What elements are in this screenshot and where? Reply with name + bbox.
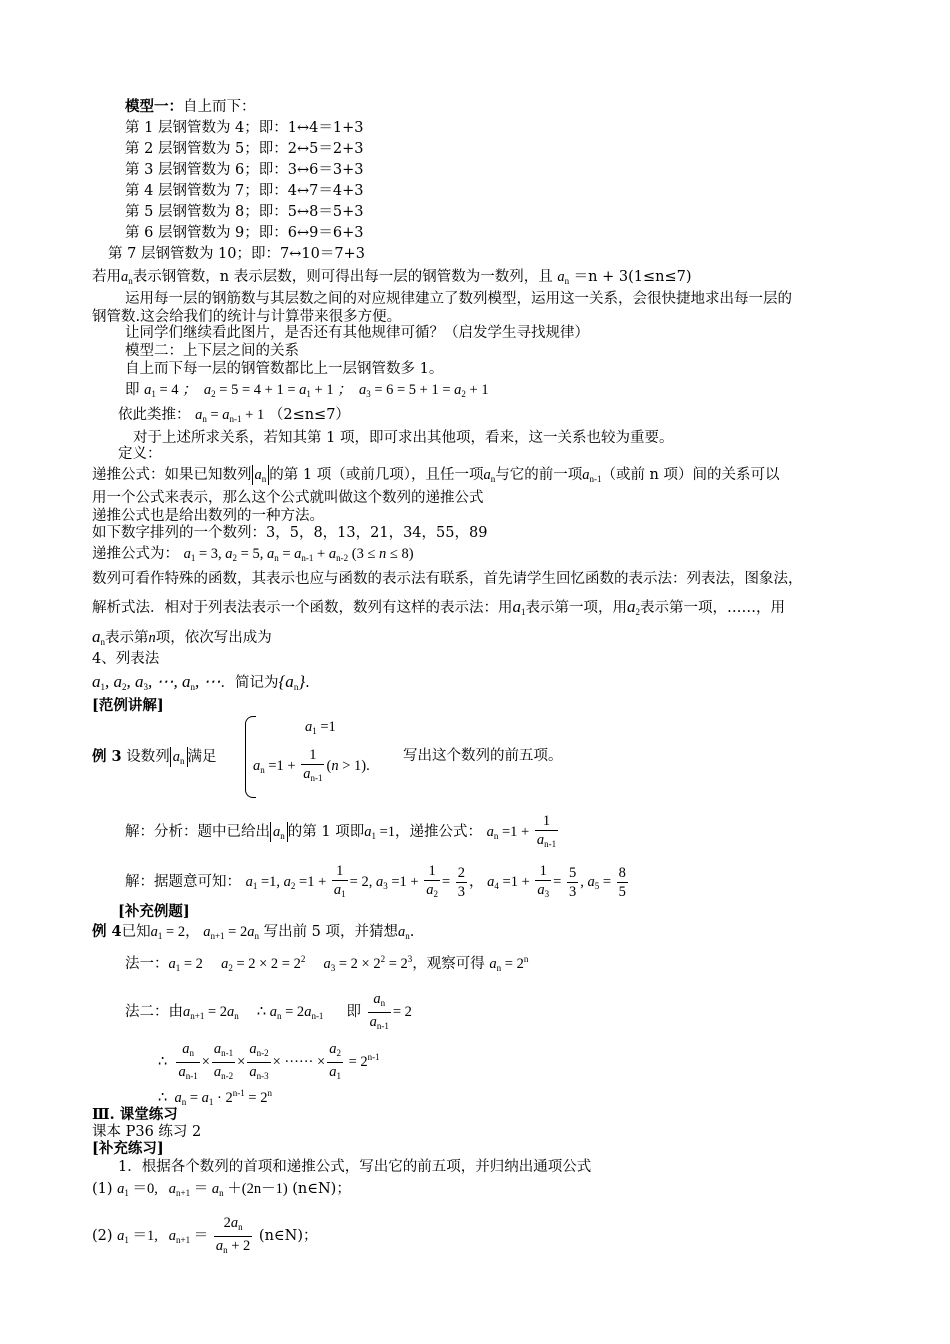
- model1-row: 第 6 层钢管数为 9；即：6↔9＝6+3: [125, 225, 364, 241]
- model1-heading: 模型一：自上而下：: [125, 98, 256, 115]
- practice-item: (2) $a_1 =1$, $a_{n+1}$ ＝ $\frac{2a_n}{a_n + 2}$ (n∈N)；: [92, 1214, 317, 1259]
- model1-row: 第 2 层钢管数为 5；即：2↔5＝2+3: [125, 141, 364, 157]
- definition-line: 递推公式也是给出数列的一种方法。: [92, 508, 324, 524]
- solution-steps: 解：据题意可知： $a_1 =1$, $a_2 =1$ + $\frac{1}{a_1}$ = 2, $a_3 =1$ + $\frac{1}{a_2}$ = $\frac{2}{3}$ ， $a_4 =1$ + $\frac{1}{a_3}$ = $\frac{5}{3}$ , $a_5$ = $\frac{8}{5}$: [125, 862, 630, 903]
- example3-text: 写出这个数列的前五项。: [403, 748, 563, 764]
- section-examples: [范例讲解]: [92, 697, 164, 714]
- definition-line: $a_n$表示第n项，依次写出成为: [92, 627, 272, 647]
- model2-formula-line: 依此类推： $a_n = a_{n-1} + 1$ （2≤n≤7）: [118, 407, 350, 424]
- model1-row: 第 7 层钢管数为 10；即：7↔10＝7+3: [108, 246, 365, 262]
- model2-formula-line: 即 $a_1 = 4$ ； $a_2 = 5 = 4 + 1 = a_1 + 1$ ； $a_3 = 6 = 5 + 1 = a_2 + 1$: [125, 382, 489, 399]
- list-method-heading: 4、列表法: [92, 651, 160, 667]
- solution-analysis: 解：分析：题中已给出 $a_n$ 的第 1 项即$a_1 =1$，递推公式： $a_n =1$ + $\frac{1}{a_{n-1}}$: [125, 812, 560, 853]
- definition-line: 解析式法．相对于列表法表示一个函数，数列有这样的表示法：用$a_1$表示第一项，用$a_2$表示第一项，……，用: [92, 597, 785, 617]
- product-formula: ∴ $\frac{a_n}{a_{n-1}}$ × $\frac{a_{n-1}}{a_{n-2}}$ × $\frac{a_{n-2}}{a_{n-3}}$ × ······ × $\frac{a_2}{a_1}$ = $2^{n-1}$: [158, 1040, 380, 1085]
- definition-line: 用一个公式来表示，那么这个公式就叫做这个数列的递推公式: [92, 490, 484, 506]
- model1-row: 第 5 层钢管数为 8；即：5↔8＝5+3: [125, 204, 364, 220]
- sequence-example: 如下数字排列的一个数列：3，5，8，13，21，34，55，89: [92, 525, 488, 541]
- model1-paragraph: 让同学们继续看此图片，是否还有其他规律可循？（启发学生寻找规律）: [125, 325, 589, 341]
- model2-line: 自上而下每一层的钢管数都比上一层钢管数多 1。: [125, 361, 444, 377]
- practice-book: 课本 P36 练习 2: [92, 1124, 202, 1140]
- practice-item: (1) $a_1 =0$, $a_{n+1} = a_n +(2n-1)$ (n∈N)；: [92, 1181, 351, 1198]
- model1-paragraph: 运用每一层的钢筋数与其层数之间的对应规律建立了数列模型，运用这一关系，会很快捷地求出每一层的: [125, 291, 792, 307]
- model1-row: 第 1 层钢管数为 4；即：1↔4＝1+3: [125, 120, 364, 136]
- example4: 例 4已知$a_1 = 2$， $a_{n+1} = 2a_n$ 写出前 5 项，并猜想$a_n$.: [92, 923, 415, 941]
- list-method-formula: $a_1$, $a_2$, $a_3$, ⋯, $a_n$, ⋯．简记为$\{a_n\}$.: [92, 672, 310, 692]
- definition-line: 数列可看作特殊的函数，其表示也应与函数的表示法有联系，首先请学生回忆函数的表示法：列表法，图象法，: [92, 571, 803, 587]
- definition-label: 定义：: [118, 446, 162, 462]
- system-eq2: $a_n =1$ + $\frac{1}{a_{n-1}}$ (n > 1).: [253, 746, 370, 787]
- section-supplement-examples: [补充例题]: [118, 903, 190, 920]
- method-two: 法二：由$a_{n+1} = 2a_n$ ∴ $a_n = 2a_{n-1}$ 即 $\frac{a_n}{a_{n-1}}$ = 2: [125, 990, 412, 1035]
- model2-line: 对于上述所求关系，若知其第 1 项，即可求出其他项，看来，这一关系也较为重要。: [133, 430, 674, 446]
- recurrence-formula: 递推公式为： $a_1 = 3$, $a_2 = 5$, $a_n = a_{n-1} + a_{n-2}$ (3 ≤ n ≤ 8): [92, 546, 414, 563]
- model1-row: 第 4 层钢管数为 7；即：4↔7＝4+3: [125, 183, 364, 199]
- practice-question: 1．根据各个数列的首项和递推公式，写出它的前五项，并归纳出通项公式: [118, 1159, 592, 1175]
- conclusion-formula: ∴ $a_n = a_1 \cdot 2^{n-1} = 2^n$: [158, 1088, 272, 1107]
- method-one: 法一：$a_1 = 2$ $a_2 = 2 \times 2 = 2^2$ $a_3 = 2 \times 2^2 = 2^3$，观察可得 $a_n = 2^n$: [125, 954, 529, 973]
- definition-line: 递推公式：如果已知数列 $a_n$ 的第 1 项（或前几项），且任一项$a_n$与它的前一项$a_{n-1}$（或前 n 项）间的关系可以: [92, 467, 780, 484]
- practice-title: Ⅲ. 课堂练习: [92, 1106, 178, 1123]
- model2-title: 模型二：上下层之间的关系: [125, 343, 299, 359]
- system-eq1: $a_1 =1$: [305, 719, 336, 736]
- model1-row: 第 3 层钢管数为 6；即：3↔6＝3+3: [125, 162, 364, 178]
- section-supplement-practice: [补充练习]: [92, 1140, 164, 1157]
- example3-label: 例 3 设数列 $a_n$ 满足: [92, 748, 217, 766]
- model1-summary: 若用$a_n$表示钢管数，n 表示层数，则可得出每一层的钢管数为一数列，且 $a_n =n + 3(1\le n\le 7)$: [92, 269, 692, 286]
- model1-paragraph: 钢管数.这会给我们的统计与计算带来很多方便。: [92, 309, 402, 325]
